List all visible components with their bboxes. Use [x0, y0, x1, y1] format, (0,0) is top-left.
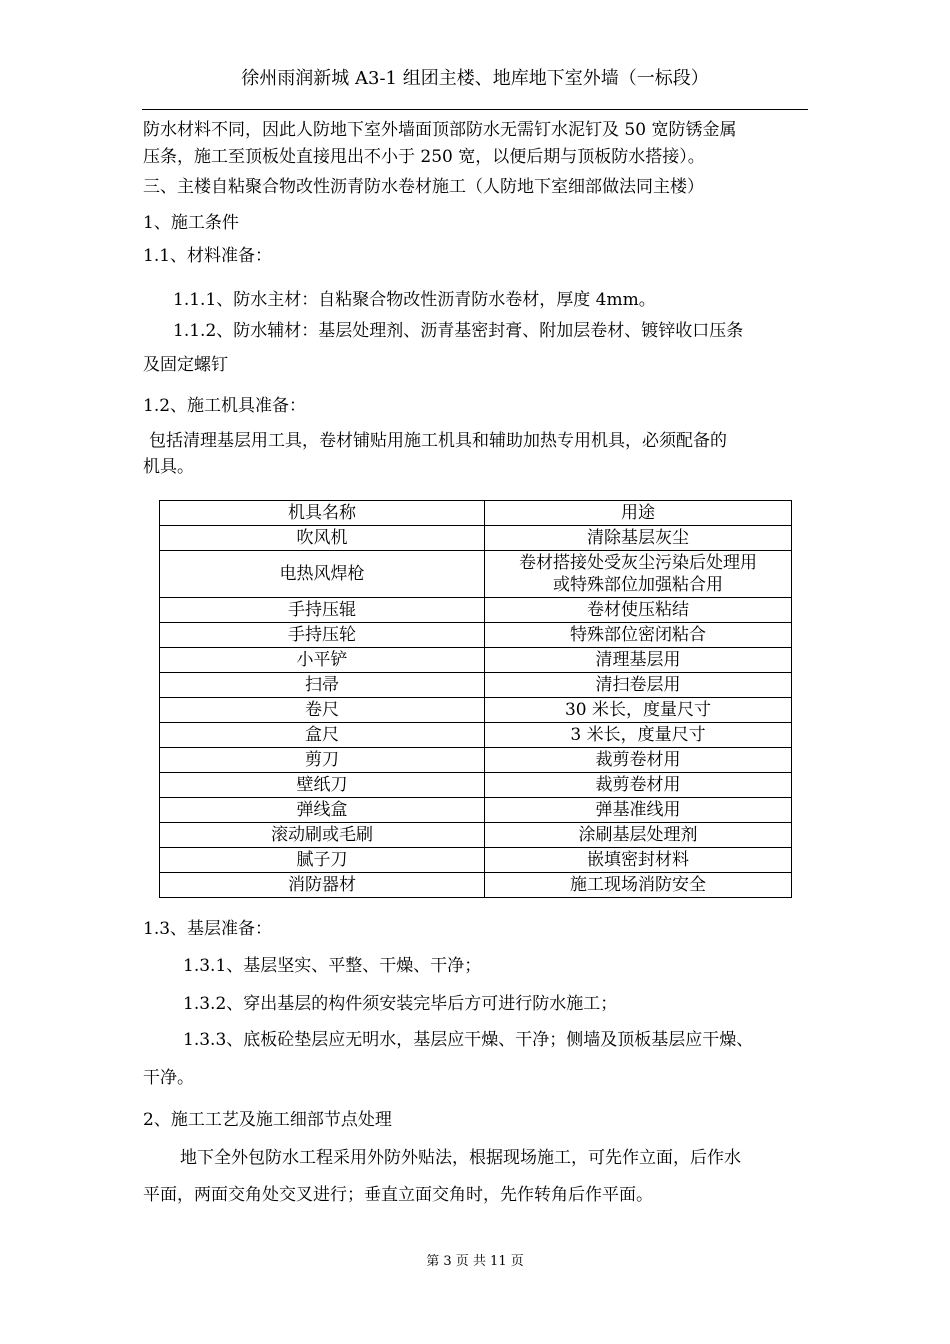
page-footer: 第 3 页 共 11 页 — [426, 1254, 524, 1269]
subheading: 1.3、基层准备： — [143, 919, 273, 939]
table-cell: 特殊部位密闭粘合 — [485, 623, 792, 648]
table-cell: 电热风焊枪 — [160, 551, 485, 598]
page-header: 徐州雨润新城 A3-1 组团主楼、地库地下室外墙（一标段） — [241, 68, 709, 89]
paragraph-line: 地下全外包防水工程采用外防外贴法，根据现场施工，可先作立面，后作水 — [180, 1148, 741, 1168]
table-cell: 盒尺 — [160, 723, 485, 748]
subheading: 1.1、材料准备： — [143, 246, 273, 266]
table-row — [160, 698, 792, 723]
table-row — [160, 598, 792, 623]
table-row — [160, 648, 792, 673]
table-row — [160, 526, 792, 551]
table-cell — [485, 551, 792, 598]
table-cell-line: 或特殊部位加强粘合用 — [553, 575, 723, 595]
table-cell: 小平铲 — [160, 648, 485, 673]
paragraph-line: 机具。 — [143, 457, 194, 477]
list-item: 1.3.1、基层坚实、平整、干燥、干净； — [183, 956, 482, 976]
table-row — [160, 723, 792, 748]
table-header-cell: 用途 — [485, 501, 792, 526]
paragraph-line: 包括清理基层用工具，卷材铺贴用施工机具和辅助加热专用机具，必须配备的 — [149, 431, 727, 451]
table-cell: 滚动刷或毛刷 — [160, 823, 485, 848]
table-header-row — [160, 501, 792, 526]
table-cell: 清扫卷层用 — [485, 673, 792, 698]
table-cell: 卷尺 — [160, 698, 485, 723]
table-cell: 裁剪卷材用 — [485, 773, 792, 798]
list-item: 1.3.2、穿出基层的构件须安装完毕后方可进行防水施工； — [183, 994, 618, 1014]
table-cell: 吹风机 — [160, 526, 485, 551]
table-cell: 3 米长，度量尺寸 — [485, 723, 792, 748]
table-cell: 弹基准线用 — [485, 798, 792, 823]
section-heading: 三、主楼自粘聚合物改性沥青防水卷材施工（人防地下室细部做法同主楼） — [143, 177, 704, 197]
tools-table — [159, 500, 792, 898]
subheading: 1、施工条件 — [143, 213, 239, 233]
table-row — [160, 673, 792, 698]
table-cell: 清除基层灰尘 — [485, 526, 792, 551]
paragraph-line: 防水材料不同，因此人防地下室外墙面顶部防水无需钉水泥钉及 50 宽防锈金属 — [143, 120, 737, 140]
table-cell: 扫帚 — [160, 673, 485, 698]
table-cell: 消防器材 — [160, 873, 485, 898]
table-row — [160, 798, 792, 823]
table-cell: 清理基层用 — [485, 648, 792, 673]
table-cell: 手持压轮 — [160, 623, 485, 648]
table-cell-line: 卷材搭接处受灰尘污染后处理用 — [519, 553, 757, 573]
table-row — [160, 623, 792, 648]
table-cell: 壁纸刀 — [160, 773, 485, 798]
list-item: 及固定螺钉 — [143, 355, 228, 375]
list-item: 1.3.3、底板砼垫层应无明水，基层应干燥、干净；侧墙及顶板基层应干燥、 — [183, 1030, 754, 1050]
header-divider — [142, 109, 808, 110]
table-cell: 卷材使压粘结 — [485, 598, 792, 623]
table-cell: 剪刀 — [160, 748, 485, 773]
table-cell: 涂刷基层处理剂 — [485, 823, 792, 848]
list-item: 1.1.1、防水主材：自粘聚合物改性沥青防水卷材，厚度 4mm。 — [173, 290, 656, 310]
table-cell: 30 米长，度量尺寸 — [485, 698, 792, 723]
table-cell: 嵌填密封材料 — [485, 848, 792, 873]
table-row — [160, 773, 792, 798]
table-row — [160, 551, 792, 598]
table-cell: 腻子刀 — [160, 848, 485, 873]
table-header-cell: 机具名称 — [160, 501, 485, 526]
table-cell: 手持压辊 — [160, 598, 485, 623]
table-cell: 施工现场消防安全 — [485, 873, 792, 898]
table-row — [160, 823, 792, 848]
list-item: 1.1.2、防水辅材：基层处理剂、沥青基密封膏、附加层卷材、镀锌收口压条 — [173, 321, 744, 341]
table-cell: 裁剪卷材用 — [485, 748, 792, 773]
table-row — [160, 748, 792, 773]
paragraph-line: 平面，两面交角处交叉进行；垂直立面交角时，先作转角后作平面。 — [143, 1185, 653, 1205]
subheading: 1.2、施工机具准备： — [143, 396, 307, 416]
subheading: 2、施工工艺及施工细部节点处理 — [143, 1110, 392, 1130]
table-row — [160, 848, 792, 873]
paragraph-line: 压条，施工至顶板处直接甩出不小于 250 宽，以便后期与顶板防水搭接）。 — [143, 147, 705, 167]
table-cell: 弹线盒 — [160, 798, 485, 823]
table-row — [160, 873, 792, 898]
list-item: 干净。 — [143, 1068, 194, 1088]
